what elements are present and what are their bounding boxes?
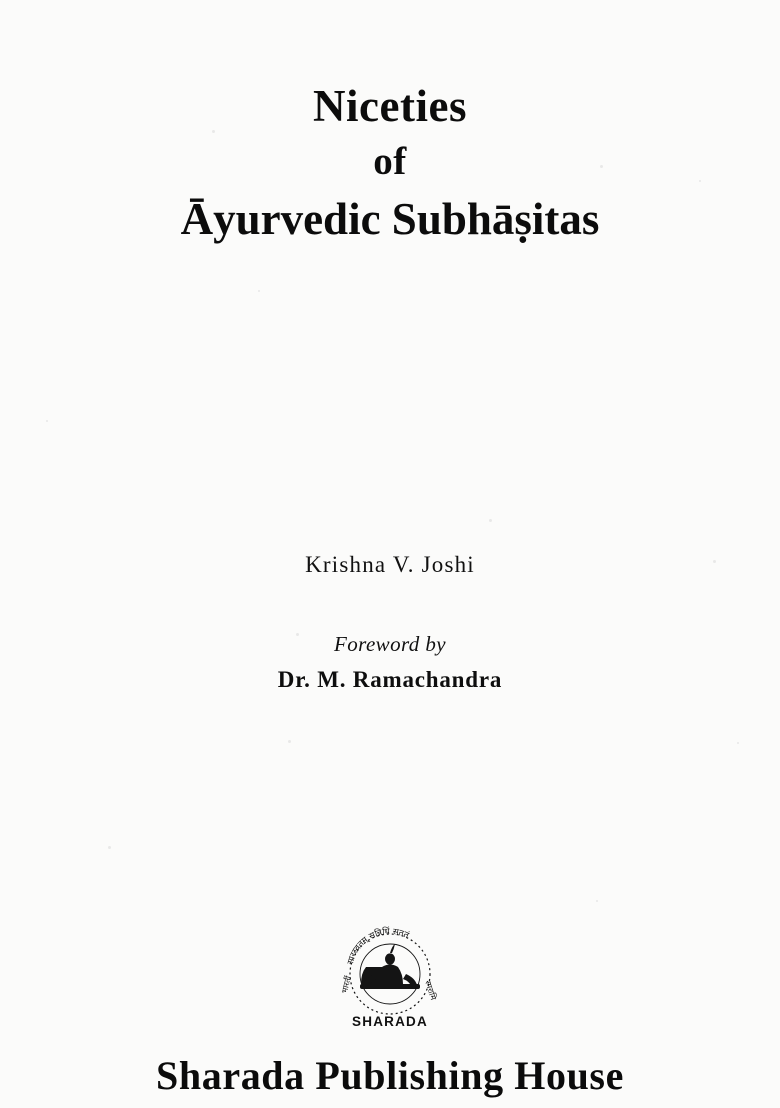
- logo-caption: SHARADA: [352, 1014, 428, 1029]
- scan-speck: [737, 742, 739, 744]
- title-line-2: of: [373, 140, 407, 183]
- author-block: [0, 552, 780, 578]
- svg-text:भारतीं: भारतीं: [339, 975, 354, 995]
- foreword-block: [0, 632, 780, 693]
- scan-speck: [108, 846, 111, 849]
- author-name: Krishna V. Joshi: [305, 552, 475, 577]
- title-line-3: Āyurvedic Subhāṣitas: [180, 194, 600, 244]
- title-line-1: Niceties: [313, 81, 467, 131]
- scan-speck: [489, 519, 492, 522]
- svg-text:सारस्वतम् सन्निधिं सततं: सारस्वतम् सन्निधिं सततं: [345, 926, 411, 966]
- scan-speck: [596, 900, 598, 902]
- scan-speck: [258, 290, 260, 292]
- svg-text:स्मरामि: स्मरामि: [423, 979, 438, 1002]
- foreword-label: Foreword by: [334, 632, 446, 656]
- publisher-name: Sharada Publishing House: [156, 1053, 624, 1098]
- sharada-publisher-logo-icon: [330, 922, 450, 1034]
- scan-speck: [46, 420, 48, 422]
- publisher-logo-block: [0, 922, 780, 1034]
- book-title: [0, 78, 780, 248]
- scan-speck: [288, 740, 291, 743]
- foreword-author: Dr. M. Ramachandra: [277, 667, 503, 692]
- publisher-block: [0, 1052, 780, 1099]
